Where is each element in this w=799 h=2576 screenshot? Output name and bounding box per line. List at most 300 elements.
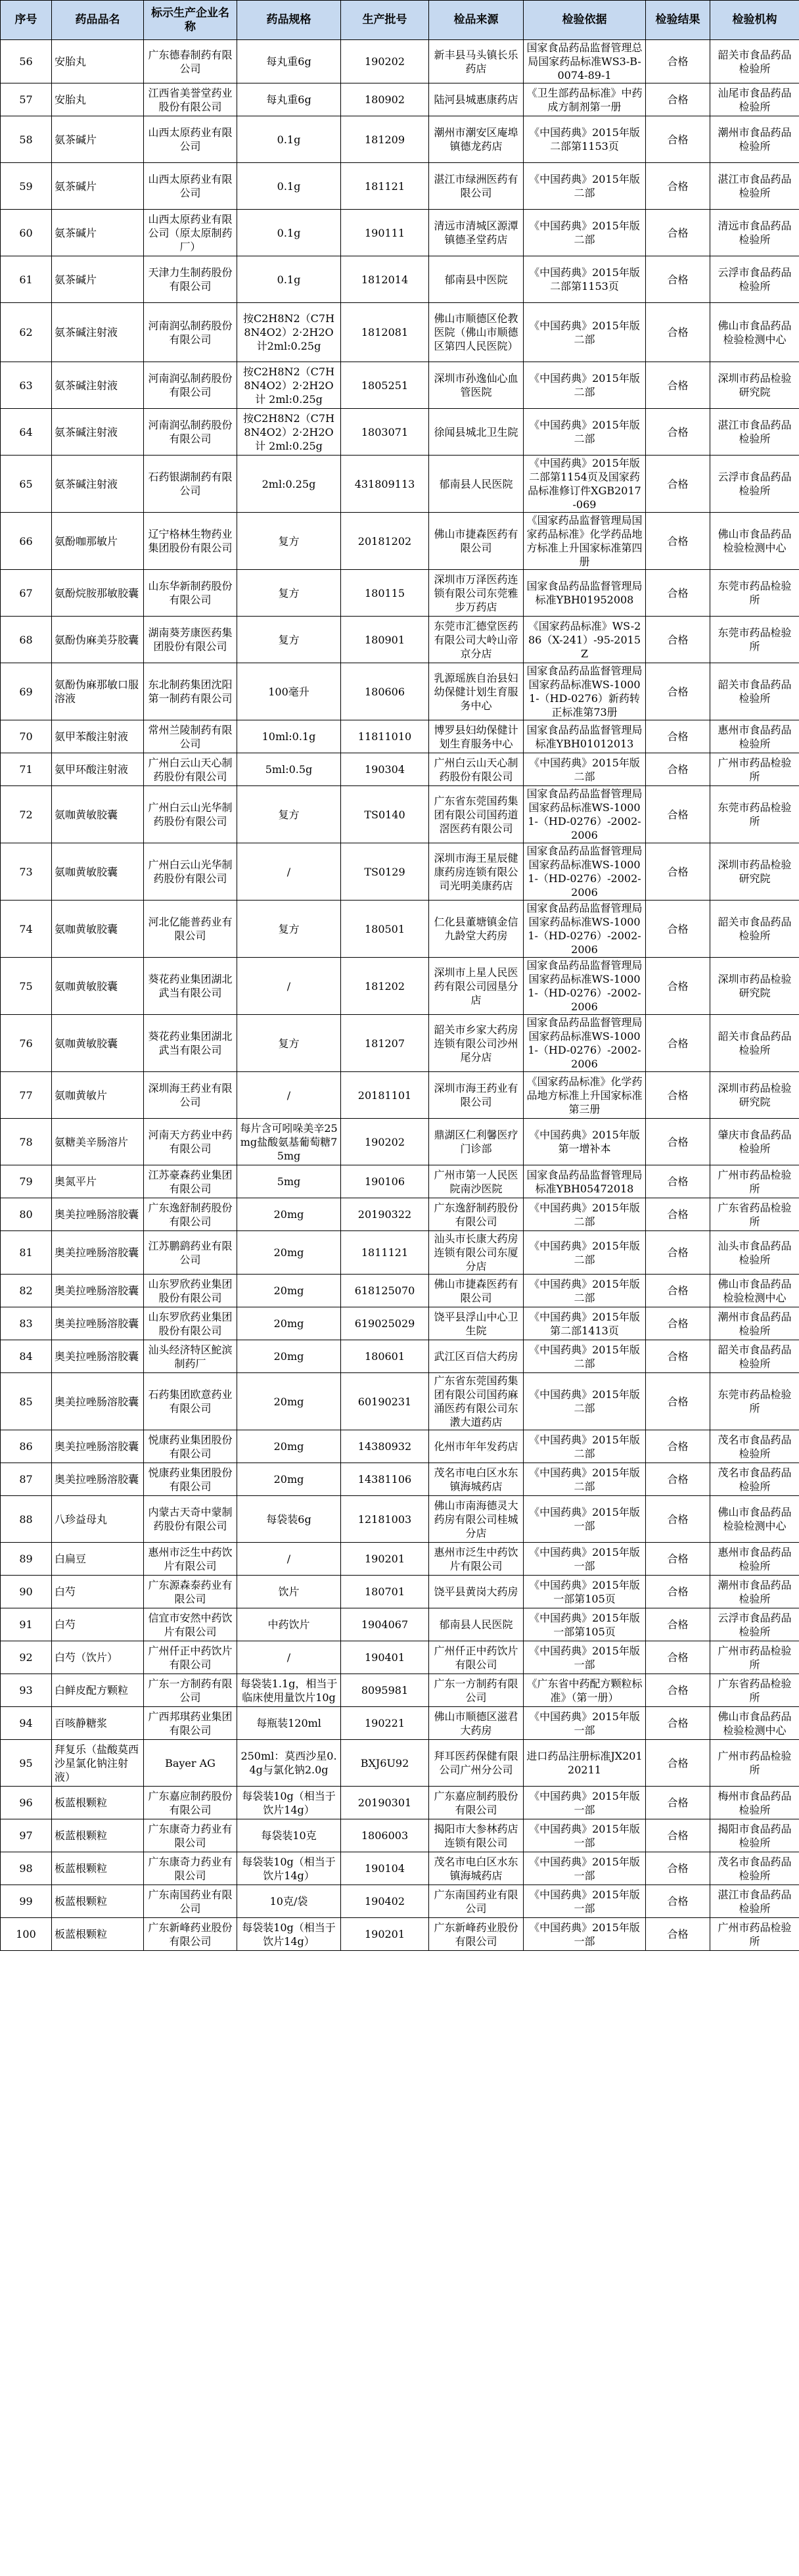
header-cell-inspection-basis: 检验依据	[524, 1, 646, 40]
cell-specification: 2ml:0.25g	[237, 456, 341, 513]
cell-specification: /	[237, 1641, 341, 1674]
cell-batch-number: 180601	[341, 1340, 429, 1373]
cell-drug-name: 氨茶碱注射液	[52, 409, 144, 456]
cell-manufacturer: 山东罗欣药业集团股份有限公司	[144, 1307, 237, 1340]
cell-index: 56	[1, 40, 52, 83]
cell-inspection-agency: 东莞市药品检验所	[710, 570, 799, 617]
cell-inspection-agency: 肇庆市食品药品检验所	[710, 1119, 799, 1165]
cell-drug-name: 氨咖黄敏胶囊	[52, 843, 144, 901]
cell-inspection-agency: 佛山市食品药品检验检测中心	[710, 1275, 799, 1307]
cell-batch-number: 11811010	[341, 720, 429, 753]
table-row	[1, 1430, 799, 1463]
cell-drug-name: 白芍	[52, 1608, 144, 1641]
table-row	[1, 1198, 799, 1231]
cell-index: 57	[1, 83, 52, 116]
cell-inspection-agency: 揭阳市食品药品检验所	[710, 1819, 799, 1852]
cell-index: 81	[1, 1231, 52, 1275]
table-row	[1, 1576, 799, 1608]
cell-batch-number: 14381106	[341, 1463, 429, 1496]
cell-inspection-basis: 国家食品药品监督管理局标准YBH01952008	[524, 570, 646, 617]
cell-inspection-basis: 《中国药典》2015年版一部	[524, 1918, 646, 1951]
table-row	[1, 40, 799, 83]
cell-result: 合格	[646, 1275, 710, 1307]
cell-manufacturer: 广州白云山光华制药股份有限公司	[144, 786, 237, 843]
cell-index: 76	[1, 1015, 52, 1072]
cell-drug-name: 氨茶碱注射液	[52, 362, 144, 409]
cell-inspection-agency: 惠州市食品药品检验所	[710, 720, 799, 753]
cell-inspection-basis: 《中国药典》2015年版一部	[524, 1707, 646, 1740]
cell-index: 97	[1, 1819, 52, 1852]
cell-inspection-basis: 《广东省中药配方颗粒标准》（第一册）	[524, 1674, 646, 1707]
table-row	[1, 1819, 799, 1852]
cell-drug-name: 氨咖黄敏胶囊	[52, 901, 144, 958]
cell-drug-name: 奥美拉唑肠溶胶囊	[52, 1231, 144, 1275]
cell-index: 88	[1, 1496, 52, 1543]
cell-sample-source: 仁化县董塘镇金信九龄堂大药房	[429, 901, 524, 958]
cell-inspection-agency: 韶关市食品药品检验所	[710, 901, 799, 958]
cell-inspection-basis: 国家食品药品监督管理局国家药品标准WS-10001-（HD-0276）新药转正标准第73册	[524, 663, 646, 720]
cell-batch-number: 180501	[341, 901, 429, 958]
cell-sample-source: 饶平县黄岗大药房	[429, 1576, 524, 1608]
cell-sample-source: 广东逸舒制药股份有限公司	[429, 1198, 524, 1231]
cell-manufacturer: 河北亿能普药业有限公司	[144, 901, 237, 958]
cell-inspection-basis: 《中国药典》2015年版二部	[524, 1231, 646, 1275]
cell-drug-name: 奥氮平片	[52, 1165, 144, 1198]
cell-drug-name: 拜复乐（盐酸莫西沙星氯化钠注射液）	[52, 1740, 144, 1787]
cell-drug-name: 氨咖黄敏胶囊	[52, 958, 144, 1015]
table-row	[1, 843, 799, 901]
table-row	[1, 901, 799, 958]
cell-drug-name: 氨咖黄敏片	[52, 1072, 144, 1119]
cell-index: 96	[1, 1787, 52, 1819]
cell-specification: 250ml：莫西沙星0.4g与氯化钠2.0g	[237, 1740, 341, 1787]
cell-specification: 每袋装10g（相当于饮片14g）	[237, 1918, 341, 1951]
cell-manufacturer: 深圳海王药业有限公司	[144, 1072, 237, 1119]
cell-drug-name: 氨酚烷胺那敏胶囊	[52, 570, 144, 617]
cell-inspection-agency: 深圳市药品检验研究院	[710, 958, 799, 1015]
cell-index: 62	[1, 303, 52, 362]
cell-drug-name: 氨糖美辛肠溶片	[52, 1119, 144, 1165]
cell-sample-source: 化州市年年发药店	[429, 1430, 524, 1463]
cell-drug-name: 氨茶碱片	[52, 256, 144, 303]
cell-index: 63	[1, 362, 52, 409]
cell-drug-name: 奥美拉唑肠溶胶囊	[52, 1307, 144, 1340]
cell-manufacturer: 河南润弘制药股份有限公司	[144, 362, 237, 409]
cell-inspection-agency: 广州市药品检验所	[710, 1918, 799, 1951]
cell-result: 合格	[646, 1119, 710, 1165]
cell-inspection-agency: 广州市药品检验所	[710, 1641, 799, 1674]
table-row	[1, 1852, 799, 1885]
cell-batch-number: 1904067	[341, 1608, 429, 1641]
cell-specification: /	[237, 958, 341, 1015]
cell-specification: /	[237, 843, 341, 901]
table-row	[1, 1275, 799, 1307]
cell-specification: 每片含可吲哚美辛25mg盐酸氨基葡萄糖75mg	[237, 1119, 341, 1165]
header-cell-drug-name: 药品品名	[52, 1, 144, 40]
cell-manufacturer: 江西省美誉堂药业股份有限公司	[144, 83, 237, 116]
cell-manufacturer: 山西太原药业有限公司	[144, 163, 237, 210]
cell-drug-name: 板蓝根颗粒	[52, 1852, 144, 1885]
cell-index: 99	[1, 1885, 52, 1918]
cell-sample-source: 郁南县人民医院	[429, 1608, 524, 1641]
cell-batch-number: 190201	[341, 1543, 429, 1576]
cell-inspection-basis: 《国家药品标准》WS-286（X-241）-95-2015Z	[524, 617, 646, 663]
cell-inspection-agency: 云浮市食品药品检验所	[710, 256, 799, 303]
cell-drug-name: 奥美拉唑肠溶胶囊	[52, 1463, 144, 1496]
cell-sample-source: 惠州市泛生中药饮片有限公司	[429, 1543, 524, 1576]
cell-index: 100	[1, 1918, 52, 1951]
cell-result: 合格	[646, 1608, 710, 1641]
cell-sample-source: 广东一方制药有限公司	[429, 1674, 524, 1707]
cell-inspection-basis: 国家食品药品监督管理局标准YBH01012013	[524, 720, 646, 753]
cell-drug-name: 板蓝根颗粒	[52, 1819, 144, 1852]
cell-index: 85	[1, 1373, 52, 1430]
cell-result: 合格	[646, 753, 710, 786]
cell-manufacturer: 信宜市安然中药饮片有限公司	[144, 1608, 237, 1641]
cell-sample-source: 深圳市万泽医药连锁有限公司东莞雅步万药店	[429, 570, 524, 617]
cell-result: 合格	[646, 617, 710, 663]
cell-inspection-agency: 韶关市食品药品检验所	[710, 1340, 799, 1373]
cell-inspection-agency: 广州市药品检验所	[710, 1165, 799, 1198]
cell-inspection-agency: 佛山市食品药品检验检测中心	[710, 303, 799, 362]
table-row	[1, 1307, 799, 1340]
cell-sample-source: 广东省东莞国药集团有限公司国药麻涌医药有限公司东漖大道药店	[429, 1373, 524, 1430]
cell-inspection-basis: 《中国药典》2015年版二部	[524, 753, 646, 786]
cell-batch-number: 20181101	[341, 1072, 429, 1119]
cell-result: 合格	[646, 1641, 710, 1674]
cell-manufacturer: 河南润弘制药股份有限公司	[144, 409, 237, 456]
cell-inspection-agency: 广州市药品检验所	[710, 1740, 799, 1787]
cell-sample-source: 深圳市海王星辰健康药房连锁有限公司光明美康药店	[429, 843, 524, 901]
table-row	[1, 1015, 799, 1072]
cell-sample-source: 广东嘉应制药股份有限公司	[429, 1787, 524, 1819]
cell-result: 合格	[646, 163, 710, 210]
cell-inspection-agency: 云浮市食品药品检验所	[710, 456, 799, 513]
cell-manufacturer: 江苏鹏鹞药业有限公司	[144, 1231, 237, 1275]
cell-drug-name: 氨茶碱片	[52, 116, 144, 163]
cell-result: 合格	[646, 1198, 710, 1231]
cell-result: 合格	[646, 83, 710, 116]
cell-inspection-basis: 国家食品药品监督管理局国家药品标准WS-10001-（HD-0276）-2002-2006	[524, 958, 646, 1015]
cell-inspection-basis: 《中国药典》2015年版二部	[524, 1275, 646, 1307]
cell-batch-number: 180901	[341, 617, 429, 663]
cell-specification: 0.1g	[237, 256, 341, 303]
cell-drug-name: 白扁豆	[52, 1543, 144, 1576]
cell-drug-name: 白芍	[52, 1576, 144, 1608]
cell-sample-source: 深圳市孙逸仙心血管医院	[429, 362, 524, 409]
cell-specification: 复方	[237, 570, 341, 617]
cell-inspection-basis: 国家食品药品监督管理总局国家药品标准WS3-B-0074-89-1	[524, 40, 646, 83]
cell-sample-source: 徐闻县城北卫生院	[429, 409, 524, 456]
cell-inspection-agency: 东莞市药品检验所	[710, 617, 799, 663]
cell-specification: 复方	[237, 617, 341, 663]
cell-sample-source: 潮州市潮安区庵埠镇德龙药店	[429, 116, 524, 163]
cell-specification: 每瓶装120ml	[237, 1707, 341, 1740]
cell-drug-name: 氨咖黄敏胶囊	[52, 786, 144, 843]
cell-result: 合格	[646, 663, 710, 720]
table-row	[1, 1918, 799, 1951]
table-row	[1, 1787, 799, 1819]
cell-drug-name: 百咳静糖浆	[52, 1707, 144, 1740]
cell-result: 合格	[646, 210, 710, 256]
cell-drug-name: 白芍（饮片）	[52, 1641, 144, 1674]
header-cell-inspection-agency: 检验机构	[710, 1, 799, 40]
cell-index: 61	[1, 256, 52, 303]
cell-specification: 复方	[237, 786, 341, 843]
cell-result: 合格	[646, 1740, 710, 1787]
cell-batch-number: 181207	[341, 1015, 429, 1072]
cell-batch-number: 20181202	[341, 513, 429, 570]
table-row	[1, 663, 799, 720]
cell-result: 合格	[646, 456, 710, 513]
cell-sample-source: 佛山市捷森医药有限公司	[429, 1275, 524, 1307]
cell-batch-number: 1811121	[341, 1231, 429, 1275]
cell-drug-name: 奥美拉唑肠溶胶囊	[52, 1198, 144, 1231]
cell-manufacturer: 内蒙古天奇中蒙制药股份有限公司	[144, 1496, 237, 1543]
cell-inspection-agency: 东莞市药品检验所	[710, 786, 799, 843]
cell-inspection-agency: 潮州市食品药品检验所	[710, 1576, 799, 1608]
cell-result: 合格	[646, 513, 710, 570]
cell-manufacturer: 广州白云山天心制药股份有限公司	[144, 753, 237, 786]
header-cell-index: 序号	[1, 1, 52, 40]
cell-index: 59	[1, 163, 52, 210]
cell-index: 77	[1, 1072, 52, 1119]
cell-manufacturer: 汕头经济特区鮀滨制药厂	[144, 1340, 237, 1373]
cell-specification: 每丸重6g	[237, 40, 341, 83]
table-row	[1, 1373, 799, 1430]
cell-result: 合格	[646, 1543, 710, 1576]
cell-index: 68	[1, 617, 52, 663]
cell-inspection-agency: 汕头市食品药品检验所	[710, 1231, 799, 1275]
cell-inspection-agency: 湛江市食品药品检验所	[710, 409, 799, 456]
cell-specification: 每袋装6g	[237, 1496, 341, 1543]
cell-inspection-basis: 国家食品药品监督管理局国家药品标准WS-10001-（HD-0276）-2002-2006	[524, 1015, 646, 1072]
table-row	[1, 163, 799, 210]
cell-specification: 按C2H8N2（C7H8N4O2）2·2H2O计 2ml:0.25g	[237, 409, 341, 456]
cell-inspection-basis: 《中国药典》2015年版二部	[524, 1430, 646, 1463]
table-row	[1, 958, 799, 1015]
cell-inspection-agency: 广州市药品检验所	[710, 753, 799, 786]
cell-specification: 复方	[237, 513, 341, 570]
table-row	[1, 617, 799, 663]
cell-inspection-agency: 梅州市食品药品检验所	[710, 1787, 799, 1819]
cell-manufacturer: 广东源森泰药业有限公司	[144, 1576, 237, 1608]
cell-sample-source: 武江区百信大药房	[429, 1340, 524, 1373]
cell-specification: 每袋装10g（相当于饮片14g）	[237, 1787, 341, 1819]
cell-inspection-agency: 汕尾市食品药品检验所	[710, 83, 799, 116]
cell-inspection-basis: 《中国药典》2015年版一部	[524, 1496, 646, 1543]
cell-specification: /	[237, 1543, 341, 1576]
cell-inspection-basis: 《中国药典》2015年版二部	[524, 409, 646, 456]
cell-result: 合格	[646, 1430, 710, 1463]
cell-index: 82	[1, 1275, 52, 1307]
cell-inspection-basis: 《中国药典》2015年版二部	[524, 303, 646, 362]
cell-index: 64	[1, 409, 52, 456]
cell-batch-number: 190221	[341, 1707, 429, 1740]
cell-inspection-basis: 《中国药典》2015年版二部第1154页及国家药品标准修订件XGB2017-069	[524, 456, 646, 513]
cell-sample-source: 郁南县中医院	[429, 256, 524, 303]
cell-sample-source: 广东南国药业有限公司	[429, 1885, 524, 1918]
cell-manufacturer: 广州仟正中药饮片有限公司	[144, 1641, 237, 1674]
header-cell-sample-source: 检品来源	[429, 1, 524, 40]
cell-index: 92	[1, 1641, 52, 1674]
cell-manufacturer: 广东嘉应制药股份有限公司	[144, 1787, 237, 1819]
table-row	[1, 362, 799, 409]
cell-drug-name: 氨茶碱注射液	[52, 303, 144, 362]
cell-batch-number: 181121	[341, 163, 429, 210]
cell-batch-number: 181202	[341, 958, 429, 1015]
cell-sample-source: 饶平县浮山中心卫生院	[429, 1307, 524, 1340]
cell-index: 87	[1, 1463, 52, 1496]
cell-sample-source: 东莞市汇德堂医药有限公司大岭山帝京分店	[429, 617, 524, 663]
cell-inspection-agency: 韶关市食品药品检验所	[710, 40, 799, 83]
cell-drug-name: 氨甲苯酸注射液	[52, 720, 144, 753]
cell-index: 95	[1, 1740, 52, 1787]
cell-inspection-basis: 《中国药典》2015年版一部	[524, 1543, 646, 1576]
cell-index: 74	[1, 901, 52, 958]
cell-manufacturer: 惠州市泛生中药饮片有限公司	[144, 1543, 237, 1576]
cell-sample-source: 广州白云山天心制药股份有限公司	[429, 753, 524, 786]
cell-drug-name: 板蓝根颗粒	[52, 1885, 144, 1918]
cell-manufacturer: 山西太原药业有限公司	[144, 116, 237, 163]
table-row	[1, 1674, 799, 1707]
table-row	[1, 409, 799, 456]
cell-sample-source: 广东省东莞国药集团有限公司国药道滘医药有限公司	[429, 786, 524, 843]
cell-drug-name: 氨酚伪麻美芬胶囊	[52, 617, 144, 663]
cell-specification: 复方	[237, 1015, 341, 1072]
cell-drug-name: 安胎丸	[52, 40, 144, 83]
table-row	[1, 1543, 799, 1576]
table-row	[1, 210, 799, 256]
table-row	[1, 1707, 799, 1740]
cell-result: 合格	[646, 901, 710, 958]
cell-specification: 0.1g	[237, 210, 341, 256]
cell-inspection-agency: 东莞市药品检验所	[710, 1373, 799, 1430]
cell-batch-number: 190111	[341, 210, 429, 256]
table-row	[1, 786, 799, 843]
table-row	[1, 1119, 799, 1165]
cell-index: 79	[1, 1165, 52, 1198]
cell-sample-source: 陆河县城惠康药店	[429, 83, 524, 116]
cell-batch-number: TS0140	[341, 786, 429, 843]
cell-specification: /	[237, 1072, 341, 1119]
cell-drug-name: 氨咖黄敏胶囊	[52, 1015, 144, 1072]
cell-specification: 每袋装1.1g，相当于临床使用量饮片10g	[237, 1674, 341, 1707]
cell-specification: 饮片	[237, 1576, 341, 1608]
cell-inspection-basis: 《中国药典》2015年版一部第105页	[524, 1576, 646, 1608]
cell-manufacturer: Bayer AG	[144, 1740, 237, 1787]
cell-drug-name: 八珍益母丸	[52, 1496, 144, 1543]
cell-specification: 按C2H8N2（C7H8N4O2）2·2H2O计2ml:0.25g	[237, 303, 341, 362]
cell-manufacturer: 河南天方药业中药有限公司	[144, 1119, 237, 1165]
cell-index: 86	[1, 1430, 52, 1463]
cell-inspection-basis: 国家食品药品监督管理局国家药品标准WS-10001-（HD-0276）-2002-2006	[524, 843, 646, 901]
cell-inspection-basis: 《中国药典》2015年版二部	[524, 362, 646, 409]
cell-index: 60	[1, 210, 52, 256]
cell-sample-source: 鼎湖区仁利馨医疗门诊部	[429, 1119, 524, 1165]
cell-specification: 20mg	[237, 1340, 341, 1373]
cell-manufacturer: 辽宁格林生物药业集团股份有限公司	[144, 513, 237, 570]
cell-result: 合格	[646, 1787, 710, 1819]
cell-inspection-agency: 广东省药品检验所	[710, 1674, 799, 1707]
cell-drug-name: 奥美拉唑肠溶胶囊	[52, 1275, 144, 1307]
header-cell-result: 检验结果	[646, 1, 710, 40]
header-cell-manufacturer: 标示生产企业名称	[144, 1, 237, 40]
cell-result: 合格	[646, 786, 710, 843]
cell-result: 合格	[646, 1918, 710, 1951]
cell-inspection-agency: 茂名市食品药品检验所	[710, 1430, 799, 1463]
cell-specification: 20mg	[237, 1307, 341, 1340]
cell-sample-source: 广东新峰药业股份有限公司	[429, 1918, 524, 1951]
cell-sample-source: 深圳市海王药业有限公司	[429, 1072, 524, 1119]
cell-index: 80	[1, 1198, 52, 1231]
cell-batch-number: 1803071	[341, 409, 429, 456]
cell-drug-name: 白鲜皮配方颗粒	[52, 1674, 144, 1707]
table-row	[1, 1740, 799, 1787]
cell-inspection-agency: 佛山市食品药品检验检测中心	[710, 1496, 799, 1543]
cell-manufacturer: 悦康药业集团股份有限公司	[144, 1463, 237, 1496]
cell-drug-name: 氨茶碱片	[52, 210, 144, 256]
table-row	[1, 1463, 799, 1496]
cell-sample-source: 佛山市南海德灵大药房有限公司桂城分店	[429, 1496, 524, 1543]
cell-result: 合格	[646, 1231, 710, 1275]
cell-batch-number: 8095981	[341, 1674, 429, 1707]
cell-manufacturer: 常州兰陵制药有限公司	[144, 720, 237, 753]
cell-result: 合格	[646, 1674, 710, 1707]
cell-drug-name: 氨酚伪麻那敏口服溶液	[52, 663, 144, 720]
cell-inspection-basis: 国家食品药品监督管理局国家药品标准WS-10001-（HD-0276）-2002-2006	[524, 786, 646, 843]
cell-inspection-basis: 《中国药典》2015年版二部	[524, 1463, 646, 1496]
cell-sample-source: 揭阳市大参林药店连锁有限公司	[429, 1819, 524, 1852]
cell-batch-number: BXJ6U92	[341, 1740, 429, 1787]
cell-index: 94	[1, 1707, 52, 1740]
cell-batch-number: 1812081	[341, 303, 429, 362]
cell-inspection-agency: 韶关市食品药品检验所	[710, 663, 799, 720]
cell-inspection-agency: 佛山市食品药品检验检测中心	[710, 513, 799, 570]
cell-sample-source: 新丰县马头镇长乐药店	[429, 40, 524, 83]
cell-specification: 复方	[237, 901, 341, 958]
cell-manufacturer: 广州白云山光华制药股份有限公司	[144, 843, 237, 901]
cell-inspection-agency: 清远市食品药品检验所	[710, 210, 799, 256]
cell-result: 合格	[646, 1072, 710, 1119]
cell-manufacturer: 山西太原药业有限公司（原太原制药厂）	[144, 210, 237, 256]
cell-index: 70	[1, 720, 52, 753]
cell-specification: 20mg	[237, 1198, 341, 1231]
table-row	[1, 83, 799, 116]
cell-inspection-basis: 《中国药典》2015年版一部	[524, 1885, 646, 1918]
cell-result: 合格	[646, 1307, 710, 1340]
cell-drug-name: 氨甲环酸注射液	[52, 753, 144, 786]
cell-inspection-agency: 潮州市食品药品检验所	[710, 116, 799, 163]
table-row	[1, 116, 799, 163]
cell-batch-number: 190304	[341, 753, 429, 786]
cell-inspection-agency: 潮州市食品药品检验所	[710, 1307, 799, 1340]
table-row	[1, 1608, 799, 1641]
cell-index: 93	[1, 1674, 52, 1707]
cell-sample-source: 湛江市绿洲医药有限公司	[429, 163, 524, 210]
cell-result: 合格	[646, 958, 710, 1015]
cell-sample-source: 韶关市乡家大药房连锁有限公司沙州尾分店	[429, 1015, 524, 1072]
cell-result: 合格	[646, 720, 710, 753]
cell-inspection-agency: 佛山市食品药品检验检测中心	[710, 1707, 799, 1740]
cell-index: 69	[1, 663, 52, 720]
cell-drug-name: 氨茶碱注射液	[52, 456, 144, 513]
cell-result: 合格	[646, 570, 710, 617]
cell-index: 65	[1, 456, 52, 513]
cell-batch-number: 1805251	[341, 362, 429, 409]
cell-result: 合格	[646, 1819, 710, 1852]
cell-batch-number: 12181003	[341, 1496, 429, 1543]
